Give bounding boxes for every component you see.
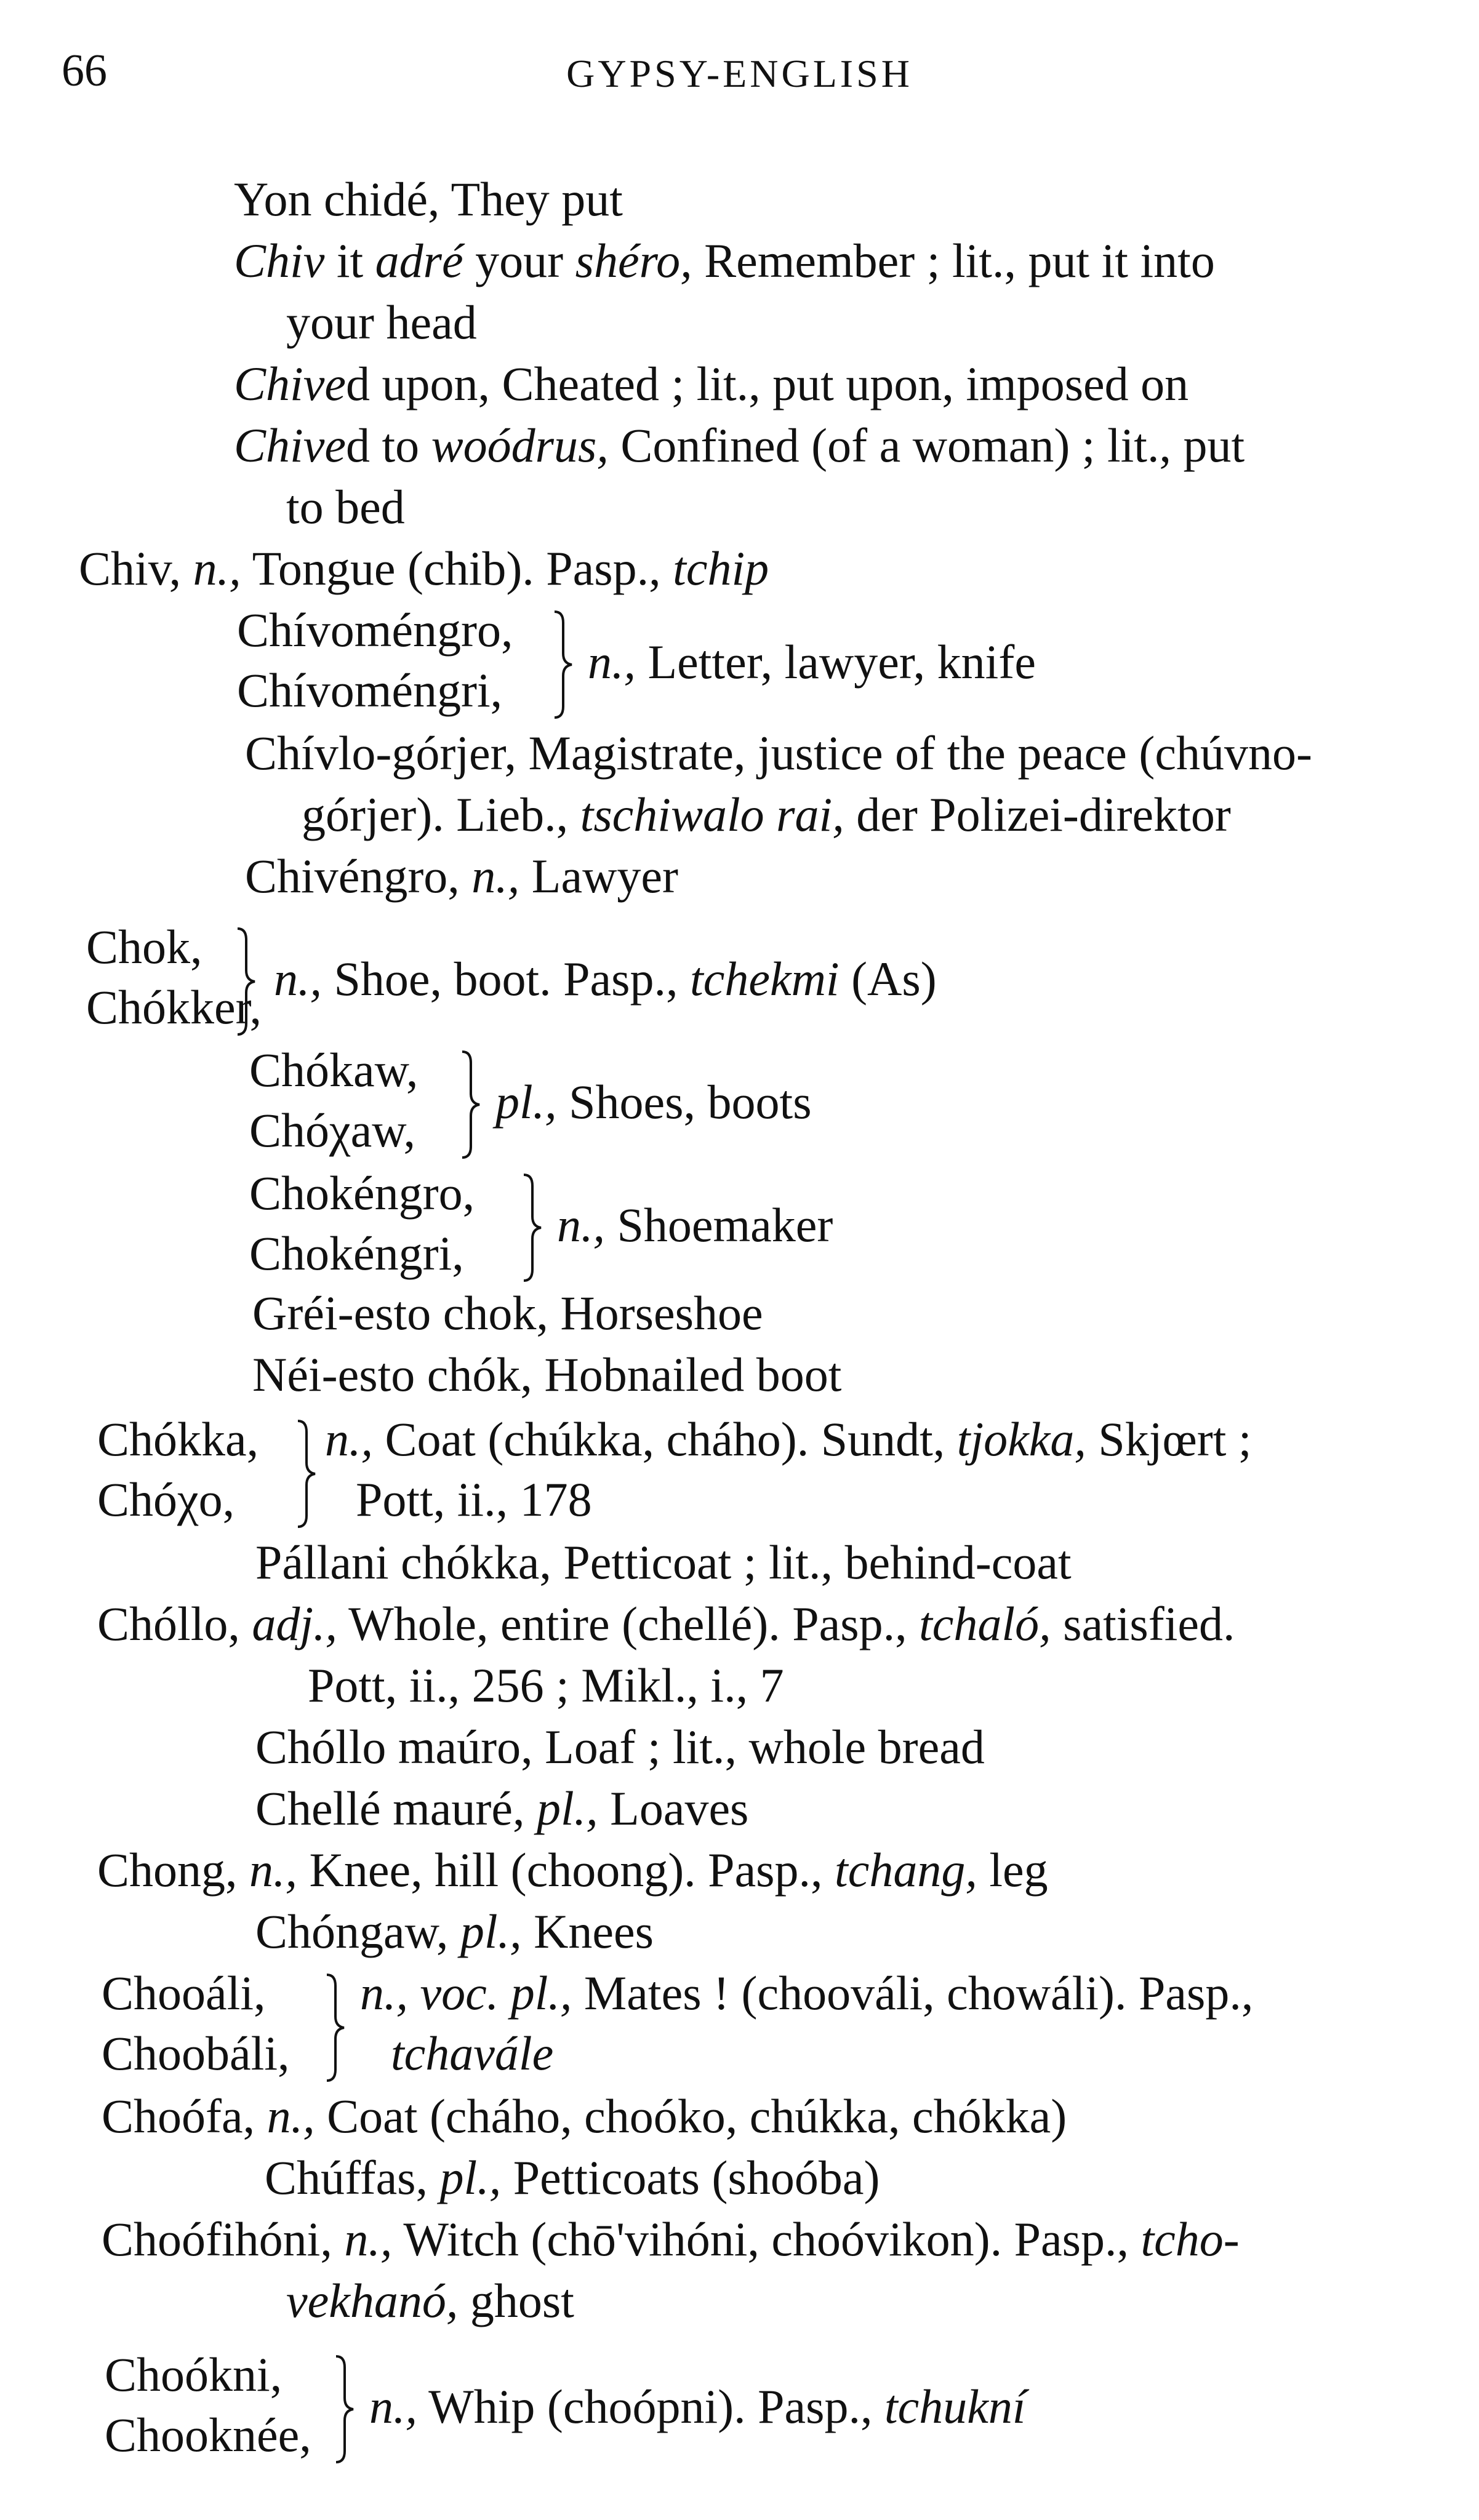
entry-line xyxy=(286,480,405,534)
headword: Chókker, xyxy=(86,980,262,1034)
text-run: Chellé mauré, xyxy=(255,1782,537,1835)
text-run: Chívlo-górjer, Magistrate, justice of the peace (chúvno- xyxy=(245,726,1312,780)
entry-line xyxy=(102,2212,1240,2266)
entry-line xyxy=(234,172,623,226)
text-run: Whole, entire (chellé). Pasp., xyxy=(337,1597,920,1650)
text-run: d to xyxy=(345,418,431,472)
italic-text: Chive xyxy=(234,418,346,472)
gloss xyxy=(495,1075,812,1129)
text-run: Skjœrt ; xyxy=(1086,1412,1252,1466)
italic-text: pl., xyxy=(439,2151,502,2204)
italic-text: n., xyxy=(588,635,636,689)
text-run: d upon, Cheated ; lit., put upon, imposed on xyxy=(345,357,1189,410)
entry-line xyxy=(97,1843,1048,1897)
headword: Choobáli, xyxy=(102,2026,290,2080)
text-run: Knee, hill (choong). Pasp., xyxy=(297,1843,835,1897)
entry-line xyxy=(255,1720,985,1774)
headword: Chívoméngro, xyxy=(237,603,513,657)
headword: Chok, xyxy=(86,920,202,974)
entry-line xyxy=(234,234,1215,287)
text-run: Letter, lawyer, knife xyxy=(636,635,1036,689)
headword: Chóχo, xyxy=(97,1473,235,1526)
italic-text: vekhanó, xyxy=(286,2274,459,2327)
italic-text: n., xyxy=(369,2380,417,2433)
text-run: Gréi-esto chok, Horseshoe xyxy=(252,1286,763,1340)
text-run: Pállani chókka, Petticoat ; lit., behind-coat xyxy=(255,1535,1072,1589)
italic-text: tchang, xyxy=(835,1843,977,1897)
italic-text: n., voc. pl., xyxy=(360,1966,572,2020)
entry-line xyxy=(265,2151,880,2204)
italic-text: n., xyxy=(193,542,241,595)
italic-text: n., xyxy=(557,1198,605,1252)
text-run: Chóllo, xyxy=(97,1597,252,1650)
text-run: Chóngaw, xyxy=(255,1905,460,1958)
italic-text: shéro, xyxy=(575,234,692,287)
headword: Chókaw, xyxy=(249,1043,419,1097)
text-run: Witch (chō'vihóni, choóvikon). Pasp., xyxy=(392,2212,1141,2266)
italic-text: tjokka, xyxy=(956,1412,1086,1466)
italic-text: pl., xyxy=(537,1782,598,1835)
entry-line xyxy=(234,357,1189,410)
text-run: Yon chidé, They put xyxy=(234,172,623,226)
italic-text: woódrus, xyxy=(431,418,609,472)
text-run: Pott, ii., 178 xyxy=(356,1473,592,1526)
entry-line xyxy=(79,542,769,595)
gloss-continued xyxy=(391,2026,554,2080)
italic-text: n., xyxy=(267,2089,315,2143)
headword: Choókni, xyxy=(105,2348,283,2401)
headword: Chívoméngri, xyxy=(237,663,503,717)
text-run: górjer). Lieb., xyxy=(302,788,580,841)
text-run: Chivéngro, xyxy=(245,849,472,903)
italic-text: n., xyxy=(471,849,520,903)
text-run: Remember ; lit., put it into xyxy=(692,234,1215,287)
brace-icon xyxy=(520,1172,545,1283)
text-run: (As) xyxy=(839,952,937,1006)
text-run: Chong, xyxy=(97,1843,250,1897)
text-run: Lawyer xyxy=(519,849,678,903)
brace-icon xyxy=(459,1049,483,1160)
italic-text: Chive xyxy=(234,357,346,410)
entry-line xyxy=(286,295,477,349)
gloss-continued xyxy=(356,1473,592,1526)
entry-line xyxy=(255,1905,654,1958)
page-number: 66 xyxy=(62,46,107,96)
text-run: your xyxy=(463,234,575,287)
headword: Chokéngri, xyxy=(249,1226,464,1280)
text-run: to bed xyxy=(286,480,405,534)
italic-text: Chiv xyxy=(234,234,325,287)
brace-icon xyxy=(332,2354,357,2465)
headword: Chókka, xyxy=(97,1412,259,1466)
italic-text: tchavále xyxy=(391,2026,554,2080)
entry-line xyxy=(245,726,1312,780)
gloss xyxy=(325,1412,1252,1466)
brace-icon xyxy=(551,609,575,720)
text-run: Knees xyxy=(521,1905,654,1958)
text-run: Loaves xyxy=(598,1782,749,1835)
brace-icon xyxy=(294,1418,319,1529)
headword: Chokéngro, xyxy=(249,1166,475,1220)
entry-line xyxy=(252,1348,842,1401)
text-run: it xyxy=(324,234,375,287)
text-run: Coat (chúkka, cháho). Sundt, xyxy=(373,1412,957,1466)
text-run: Choófihóni, xyxy=(102,2212,345,2266)
entry-line xyxy=(97,1597,1235,1650)
entry-line xyxy=(302,788,1231,841)
italic-text: adj., xyxy=(252,1597,338,1650)
text-run: Coat (cháho, choóko, chúkka, chókka) xyxy=(315,2089,1067,2143)
italic-text: n., xyxy=(344,2212,393,2266)
brace-icon xyxy=(323,1972,348,2083)
gloss xyxy=(557,1198,833,1252)
italic-text: adré xyxy=(375,234,463,287)
gloss xyxy=(588,635,1036,689)
text-run: Whip (choópni). Pasp., xyxy=(417,2380,884,2433)
text-run: Chóllo maúro, Loaf ; lit., whole bread xyxy=(255,1720,985,1774)
entry-line xyxy=(255,1535,1072,1589)
text-run: ghost xyxy=(458,2274,574,2327)
headword: Chooáli, xyxy=(102,1966,266,2020)
italic-text: tchaló, xyxy=(919,1597,1051,1650)
text-run: Chúffas, xyxy=(265,2151,440,2204)
italic-text: tschiwalo rai, xyxy=(580,788,844,841)
headword: Chóχaw, xyxy=(249,1103,416,1157)
entry-line xyxy=(308,1658,784,1712)
italic-text: pl., xyxy=(495,1075,557,1129)
text-run: Pott, ii., 256 ; Mikl., i., 7 xyxy=(308,1658,784,1712)
gloss xyxy=(274,952,937,1006)
italic-text: n., xyxy=(249,1843,298,1897)
running-head: GYPSY-ENGLISH xyxy=(566,52,913,95)
text-run: Shoes, boots xyxy=(556,1075,812,1129)
italic-text: n., xyxy=(274,952,322,1006)
text-run: satisfied. xyxy=(1051,1597,1235,1650)
text-run: Néi-esto chók, Hobnailed boot xyxy=(252,1348,842,1401)
text-run: Chiv, xyxy=(79,542,193,595)
italic-text: n., xyxy=(325,1412,373,1466)
entry-line xyxy=(245,849,678,903)
text-run: Tongue (chib). Pasp., xyxy=(241,542,673,595)
text-run: Petticoats (shoóba) xyxy=(501,2151,880,2204)
text-run: Shoe, boot. Pasp., xyxy=(322,952,691,1006)
text-run: Mates ! (choováli, chowáli). Pasp., xyxy=(572,1966,1254,2020)
text-run: Confined (of a woman) ; lit., put xyxy=(608,418,1245,472)
italic-text: tchekmi xyxy=(690,952,840,1006)
text-run: leg xyxy=(977,1843,1048,1897)
entry-line xyxy=(255,1782,749,1835)
text-run: your head xyxy=(286,295,477,349)
headword: Chooknée, xyxy=(105,2408,311,2462)
text-run: der Polizei-direktor xyxy=(844,788,1231,841)
text-run: Shoemaker xyxy=(605,1198,833,1252)
italic-text: tcho- xyxy=(1140,2212,1240,2266)
gloss xyxy=(360,1966,1254,2020)
italic-text: tchip xyxy=(673,542,769,595)
italic-text: pl., xyxy=(460,1905,522,1958)
text-run: Choófa, xyxy=(102,2089,267,2143)
entry-line xyxy=(286,2274,574,2327)
brace-icon xyxy=(234,926,259,1037)
gloss xyxy=(369,2380,1026,2433)
entry-line xyxy=(234,418,1245,472)
entry-line xyxy=(102,2089,1067,2143)
italic-text: tchukní xyxy=(884,2380,1026,2433)
entry-line xyxy=(252,1286,763,1340)
